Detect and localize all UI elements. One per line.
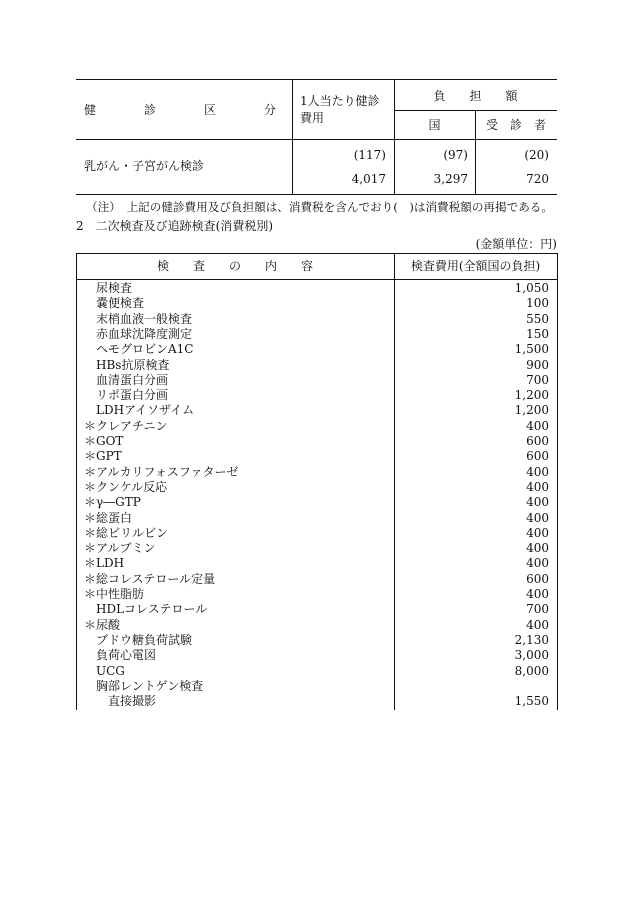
table-row-exam-cost: 1,050 — [514, 281, 549, 295]
table-row-exam-name: ＊γ―GTP — [84, 495, 141, 510]
table-row-exam-cost: 400 — [526, 464, 549, 479]
table-row-exam-cost: 400 — [526, 525, 549, 540]
table1-header-patient: 受 診 者 — [485, 118, 546, 132]
table1-header-cost-line1: 1人当たり健診 — [300, 94, 380, 108]
table1-header-burden: 負 担 額 — [433, 89, 518, 103]
table2-header-bottom-border — [76, 279, 557, 280]
table1-cost-tax: (117) — [353, 148, 386, 162]
table-row-exam-cost: 600 — [526, 571, 549, 586]
table1-patient: 720 — [526, 172, 549, 186]
table-row-exam-cost: 550 — [526, 311, 549, 326]
table-row-exam-name: LDHアイソザイム — [96, 403, 195, 418]
table-row-exam-cost: 1,550 — [514, 694, 549, 709]
table-row-exam-cost: 400 — [526, 541, 549, 556]
table1-top-border — [76, 79, 557, 80]
note-text: （注） 上記の健診費用及び負担額は、消費税を含んでおり( )は消費税額の再掲である。 — [86, 200, 553, 214]
table1-row-label: 乳がん・子宮がん検診 — [84, 159, 205, 173]
table-row-exam-cost: 2,130 — [514, 632, 549, 647]
table-row-exam-cost: 1,500 — [514, 342, 549, 357]
table-row-exam-cost: 3,000 — [514, 648, 549, 663]
table-row-exam-name: ブドウ糖負荷試験 — [96, 632, 193, 647]
table2-header-content: 検 査 の 内 容 — [156, 259, 313, 273]
table-row-exam-name: 尿検査 — [96, 281, 133, 295]
table-row-exam-name: ＊尿酸 — [84, 617, 121, 632]
table-row-exam-name: リポ蛋白分画 — [96, 388, 169, 403]
table1-header-bottom-border — [76, 139, 557, 140]
table-row-exam-cost: 1,200 — [514, 403, 549, 418]
table-row-exam-cost: 400 — [526, 617, 549, 632]
table-row-exam-cost: 8,000 — [514, 663, 549, 678]
table1-header-category-text: 健 診 区 分 — [84, 103, 277, 117]
table1-header-national: 国 — [428, 118, 441, 132]
table1-national: 3,297 — [433, 172, 468, 186]
table-row-exam-name: 嚢便検査 — [96, 296, 145, 311]
table-row-exam-cost: 400 — [526, 510, 549, 525]
table-row-exam-cost: 400 — [526, 418, 549, 433]
table-row-exam-name: 末梢血液一般検査 — [96, 311, 193, 326]
unit-label: (金額単位：円) — [475, 237, 557, 251]
table-row-exam-name: ヘモグロビンA1C — [96, 342, 194, 357]
table-row-exam-name: ＊GPT — [84, 449, 122, 464]
table-row-exam-name: ＊総ビリルビン — [84, 525, 169, 540]
table-row-exam-name: ＊アルブミン — [84, 541, 156, 556]
table-row-exam-name: 胸部レントゲン検査 — [96, 678, 204, 693]
table-row-exam-cost: 400 — [526, 556, 549, 571]
table2-right-border — [557, 253, 558, 710]
table-row-exam-cost: 100 — [526, 296, 549, 311]
table1-bottom-border — [76, 194, 557, 195]
table-row-exam-name: UCG — [96, 663, 125, 678]
table-row-exam-name: 血清蛋白分画 — [96, 372, 169, 387]
table-row-exam-name: ＊中性脂肪 — [84, 587, 145, 601]
table-row-exam-cost: 600 — [526, 449, 549, 464]
table-row-exam-name: HBs抗原検査 — [96, 357, 170, 372]
table-row-exam-name: HDLコレステロール — [96, 602, 208, 617]
table1-national-tax: (97) — [443, 148, 468, 162]
table-row-exam-name: ＊LDH — [84, 556, 125, 571]
table-row-exam-name: 直接撮影 — [108, 694, 157, 709]
table-row-exam-cost: 400 — [526, 587, 549, 601]
table-row-exam-cost: 700 — [526, 372, 549, 387]
table2-left-border — [76, 253, 77, 710]
table-row-exam-cost: 400 — [526, 479, 549, 494]
section-2-title: 2 二次検査及び追跡検査(消費税別) — [76, 219, 273, 233]
table1-patient-tax: (20) — [524, 148, 549, 162]
table-row-exam-name: 負荷心電図 — [96, 648, 157, 663]
table-row-exam-name: ＊総コレステロール定量 — [84, 571, 216, 586]
table2-header-cost: 検査費用(全額国の負担) — [410, 259, 541, 273]
table-row-exam-name: ＊総蛋白 — [84, 510, 133, 525]
table-row-exam-name: 赤血球沈降度測定 — [96, 326, 193, 341]
table-row-exam-cost: 600 — [526, 434, 549, 448]
table-row-exam-name: ＊アルカリフォスファターゼ — [84, 464, 239, 479]
table-row-exam-cost: 150 — [526, 326, 549, 341]
table-row-exam-name: ＊クレアチニン — [84, 418, 168, 433]
table-row-exam-cost: 1,200 — [514, 388, 549, 403]
table-row-exam-cost: 400 — [526, 495, 549, 510]
table1-header-cost-line2: 費用 — [300, 111, 325, 125]
table-row-exam-name: ＊クンケル反応 — [84, 479, 168, 494]
table-row-exam-name: ＊GOT — [84, 434, 124, 448]
table-row-exam-cost: 700 — [526, 602, 549, 617]
table-row-exam-cost: 900 — [526, 357, 549, 372]
table2-top-border — [76, 253, 557, 254]
table1-cost: 4,017 — [351, 172, 386, 186]
